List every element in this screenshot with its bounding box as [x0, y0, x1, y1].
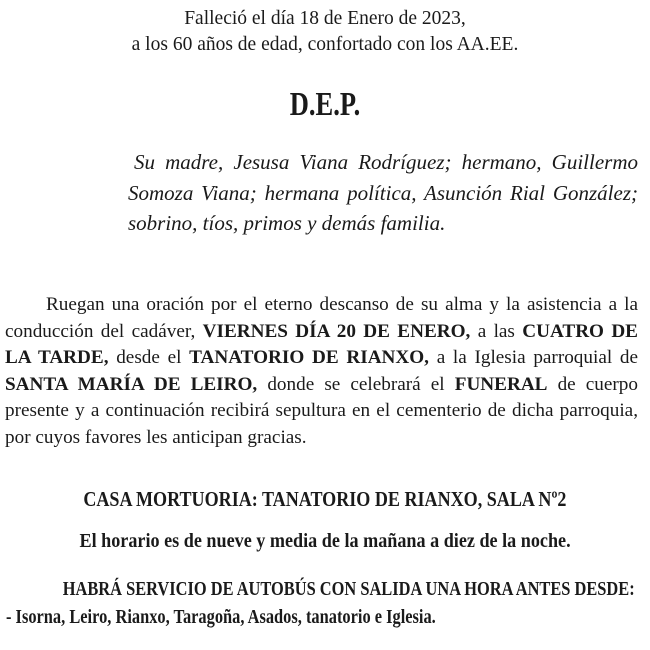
- horario-text: El horario es de nueve y media de la mañana a diez de la noche.: [79, 531, 571, 552]
- request-text-3: desde el: [108, 347, 190, 368]
- request-bold-time: CUATRO DE LA TARDE,: [5, 320, 638, 368]
- request-text-5: donde se celebrará el: [257, 373, 455, 395]
- bus-stops-line: [6, 606, 646, 629]
- bus-service-text: HABRÁ SERVICIO DE AUTOBÚS CON SALIDA UNA HORA ANTES DESDE:: [62, 578, 635, 600]
- horario-line: [0, 531, 650, 553]
- request-text-1: Ruegan una oración por el eterno descanso de su alma y la asistencia a la conducción del cadáver,: [5, 294, 638, 342]
- death-date-line: Falleció el día 18 de Enero de 2023,: [184, 8, 466, 29]
- request-text-2: a las: [470, 320, 523, 342]
- request-bold-church: SANTA MARÍA DE LEIRO,: [5, 373, 258, 395]
- request-paragraph: [5, 292, 638, 451]
- request-text-4: a la Iglesia parroquial de: [428, 347, 638, 368]
- request-bold-origin: TANATORIO DE RIANXO,: [189, 347, 429, 368]
- casa-mortuoria-text: CASA MORTUORIA: TANATORIO DE RIANXO, SALA Nº2: [83, 487, 567, 511]
- casa-mortuoria-line: [0, 487, 650, 512]
- request-bold-funeral: FUNERAL: [454, 373, 548, 395]
- dep-heading: D.E.P.: [289, 86, 361, 123]
- bus-service-line: [0, 578, 650, 601]
- age-line: a los 60 años de edad, confortado con los AA.EE.: [131, 34, 519, 55]
- family-paragraph: Su madre, Jesusa Viana Rodríguez; hermano, Guillermo Somoza Viana; hermana política, Asunción Rial González; sobrino, tíos, primos y demás familia.: [128, 150, 638, 235]
- bus-stops-text: - Isorna, Leiro, Rianxo, Taragoña, Asados, tanatorio e Iglesia.: [6, 606, 436, 628]
- request-bold-date: VIERNES DÍA 20 DE ENERO,: [202, 320, 471, 342]
- request-text-6: de cuerpo presente y a continuación recibirá sepultura en el cementerio de dicha parroquia, por cuyos favores les anticipan gracias.: [5, 373, 638, 448]
